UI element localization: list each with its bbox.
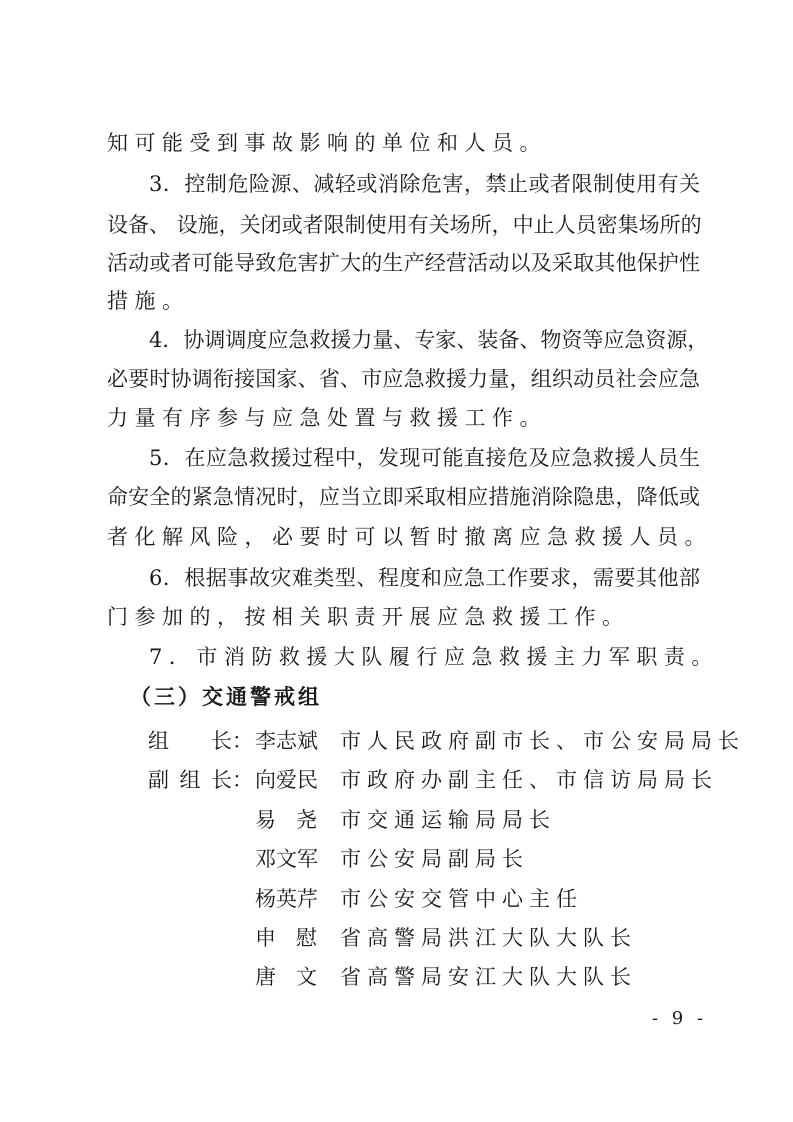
paragraph-line: 7．市消防救援大队履行应急救援主力军职责。: [149, 645, 719, 669]
paragraph-line: 必要时协调衔接国家、省、市应急救援力量，组织动员社会应急: [107, 367, 700, 391]
paragraph-line: 门参加的，按相关职责开展应急救援工作。: [107, 605, 630, 629]
roster-colon: ：: [232, 729, 259, 753]
roster-position: 市交通运输局局长: [340, 808, 556, 832]
paragraph-line: 力量有序参与应急处置与救援工作。: [107, 406, 547, 430]
roster-name: 杨英芹: [255, 887, 318, 911]
roster-name: 唐文: [255, 965, 317, 989]
roster-position: 省高警局安江大队大队长: [340, 965, 637, 989]
paragraph-line: 5．在应急救援过程中，发现可能直接危及应急救援人员生: [149, 446, 700, 470]
roster-name: 易尧: [255, 808, 317, 832]
paragraph-line: 4．协调调度应急救援力量、专家、装备、物资等应急资源，: [149, 328, 709, 352]
paragraph-line: 措施。: [107, 289, 190, 313]
section-heading: （三）交通警戒组: [130, 684, 322, 709]
roster-colon: ：: [232, 768, 259, 792]
roster-position: 市公安局副局长: [340, 847, 529, 871]
roster-position: 市公安交管中心主任: [340, 887, 583, 911]
roster-name: 向爱民: [255, 768, 318, 792]
roster-role: 组长: [148, 729, 232, 753]
page-number: - 9 -: [652, 1008, 708, 1029]
roster-position: 市人民政府副市长、市公安局局长: [340, 729, 745, 753]
roster-name: 邓文军: [255, 847, 318, 871]
paragraph-line: 命安全的紧急情况时，应当立即采取相应措施消除隐患，降低或: [107, 485, 700, 509]
roster-name: 李志斌: [255, 729, 318, 753]
paragraph-line: 设备、 设施，关闭或者限制使用有关场所，中止人员密集场所的: [107, 213, 702, 237]
roster-role: 副组长: [148, 768, 232, 792]
paragraph-line: 活动或者可能导致危害扩大的生产经营活动以及采取其他保护性: [107, 251, 700, 275]
roster-position: 市政府办副主任、市信访局局长: [340, 768, 718, 792]
paragraph-line: 知可能受到事故影响的单位和人员。: [107, 131, 547, 155]
roster-name: 申慰: [255, 926, 317, 950]
roster-position: 省高警局洪江大队大队长: [340, 926, 637, 950]
paragraph-line: 者化解风险，必要时可以暂时撤离应急救援人员。: [107, 525, 712, 549]
paragraph-line: 3．控制危险源、减轻或消除危害，禁止或者限制使用有关: [149, 172, 700, 196]
paragraph-line: 6．根据事故灾难类型、程度和应急工作要求，需要其他部: [149, 566, 700, 590]
